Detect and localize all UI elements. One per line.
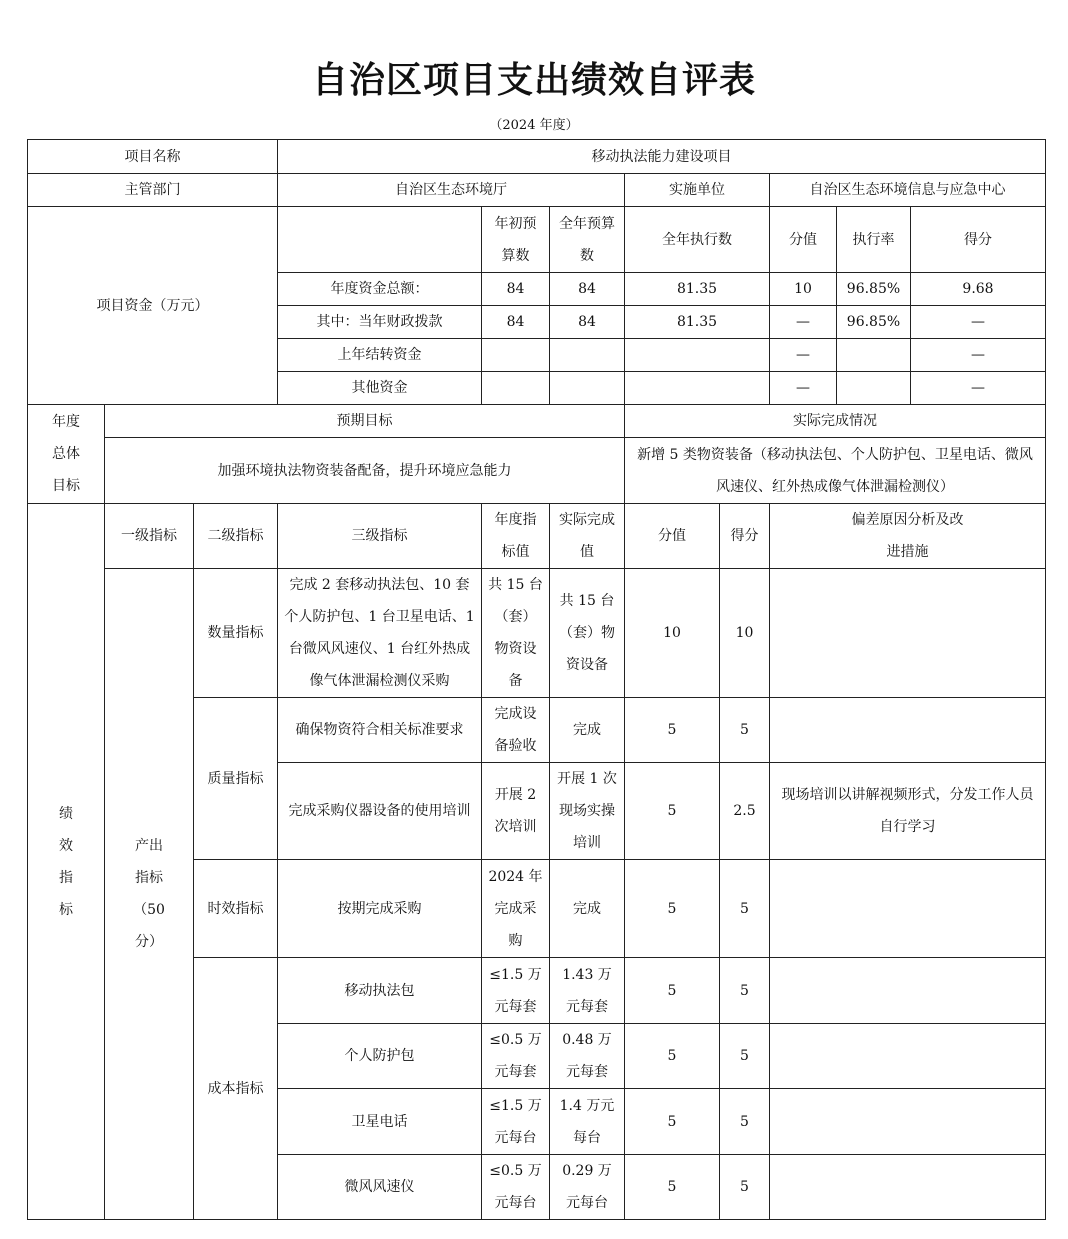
target-value: ≤0.5 万元每套 [482, 1024, 550, 1089]
funds-row-score-value: — [770, 306, 837, 339]
funds-row-name: 其他资金 [278, 372, 482, 405]
page-title: 自治区项目支出绩效自评表 [311, 59, 756, 101]
score-value: 10 [625, 569, 720, 698]
header-level1: 一级指标 [105, 504, 194, 569]
unit-label: 实施单位 [625, 174, 770, 207]
score: 2.5 [720, 763, 770, 860]
target-value: 完成设备验收 [482, 698, 550, 763]
funds-header-score: 得分 [911, 207, 1046, 273]
goals-content-row [28, 438, 1046, 504]
department-row [28, 174, 1046, 207]
header-level2: 二级指标 [194, 504, 278, 569]
self-evaluation-table [27, 139, 1046, 1220]
header-reason: 偏差原因分析及改进措施 [770, 504, 1046, 569]
goals-actual-text: 新增 5 类物资装备（移动执法包、个人防护包、卫星电话、微风风速仪、红外热成像气体泄漏检测仪） [625, 438, 1046, 504]
level3-text: 确保物资符合相关标准要求 [278, 698, 482, 763]
goals-expected-label: 预期目标 [105, 405, 625, 438]
goals-expected-text: 加强环境执法物资装备配备，提升环境应急能力 [105, 438, 625, 504]
target-value: 开展 2 次培训 [482, 763, 550, 860]
target-value: 共 15 台（套）物资设备 [482, 569, 550, 698]
target-value: ≤1.5 万元每台 [482, 1089, 550, 1155]
level3-text: 个人防护包 [278, 1024, 482, 1089]
level3-text: 移动执法包 [278, 958, 482, 1024]
funds-row-name: 年度资金总额： [278, 273, 482, 306]
indicator-header-row [28, 504, 1046, 569]
score: 5 [720, 1155, 770, 1220]
reason [770, 958, 1046, 1024]
funds-row-score-value: — [770, 372, 837, 405]
target-value: ≤1.5 万元每套 [482, 958, 550, 1024]
header-target: 年度指标值 [482, 504, 550, 569]
level3-text: 完成采购仪器设备的使用培训 [278, 763, 482, 860]
score: 5 [720, 958, 770, 1024]
actual-value: 共 15 台（套）物资设备 [550, 569, 625, 698]
level2-label: 数量指标 [194, 569, 278, 698]
funds-row-initial [482, 372, 550, 405]
funds-header-initial: 年初预算数 [482, 207, 550, 273]
funds-header-row [28, 207, 1046, 273]
funds-header-score-value: 分值 [770, 207, 837, 273]
funds-row-score: — [911, 306, 1046, 339]
reason [770, 698, 1046, 763]
funds-label: 项目资金（万元） [28, 207, 278, 405]
level3-text: 微风风速仪 [278, 1155, 482, 1220]
actual-value: 0.29 万元每台 [550, 1155, 625, 1220]
target-value: ≤0.5 万元每台 [482, 1155, 550, 1220]
score-value: 5 [625, 1155, 720, 1220]
funds-row-rate [837, 372, 911, 405]
year-subtitle: （2024 年度） [489, 118, 579, 133]
funds-row-initial: 84 [482, 273, 550, 306]
project-name-value: 移动执法能力建设项目 [278, 140, 1046, 174]
reason: 现场培训以讲解视频形式，分发工作人员自行学习 [770, 763, 1046, 860]
actual-value: 1.4 万元每台 [550, 1089, 625, 1155]
reason [770, 1089, 1046, 1155]
goals-header-row [28, 405, 1046, 438]
funds-row-score: — [911, 339, 1046, 372]
funds-row-rate: 96.85% [837, 273, 911, 306]
funds-row-name: 其中：当年财政拨款 [278, 306, 482, 339]
actual-value: 完成 [550, 698, 625, 763]
level1-label: 产出指标（50 分） [105, 569, 194, 1220]
score-value: 5 [625, 698, 720, 763]
score: 5 [720, 1024, 770, 1089]
header-level3: 三级指标 [278, 504, 482, 569]
dept-label: 主管部门 [28, 174, 278, 207]
funds-header-rate: 执行率 [837, 207, 911, 273]
funds-row-score: — [911, 372, 1046, 405]
funds-row-score: 9.68 [911, 273, 1046, 306]
score-value: 5 [625, 860, 720, 958]
target-value: 2024 年完成采购 [482, 860, 550, 958]
header-score: 得分 [720, 504, 770, 569]
funds-header-annual: 全年预算数 [550, 207, 625, 273]
funds-row-name: 上年结转资金 [278, 339, 482, 372]
actual-value: 开展 1 次现场实操培训 [550, 763, 625, 860]
funds-row-executed: 81.35 [625, 306, 770, 339]
score-value: 5 [625, 763, 720, 860]
score-value: 5 [625, 1024, 720, 1089]
reason [770, 1155, 1046, 1220]
level2-label: 时效指标 [194, 860, 278, 958]
reason [770, 569, 1046, 698]
score: 5 [720, 860, 770, 958]
funds-row-rate [837, 339, 911, 372]
score-value: 5 [625, 958, 720, 1024]
level3-text: 卫星电话 [278, 1089, 482, 1155]
project-name-row [28, 140, 1046, 174]
funds-header-executed: 全年执行数 [625, 207, 770, 273]
dept-value: 自治区生态环境厅 [278, 174, 625, 207]
funds-row-annual [550, 372, 625, 405]
level2-label: 成本指标 [194, 958, 278, 1220]
funds-header-blank [278, 207, 482, 273]
indicator-row [28, 569, 1046, 698]
funds-row-rate: 96.85% [837, 306, 911, 339]
funds-row-executed [625, 372, 770, 405]
funds-row-executed [625, 339, 770, 372]
unit-value: 自治区生态环境信息与应急中心 [770, 174, 1046, 207]
score: 5 [720, 698, 770, 763]
reason [770, 1024, 1046, 1089]
funds-row-executed: 81.35 [625, 273, 770, 306]
indicators-section-label: 绩效指标 [28, 504, 105, 1220]
actual-value: 1.43 万元每套 [550, 958, 625, 1024]
score: 5 [720, 1089, 770, 1155]
funds-row-initial [482, 339, 550, 372]
header-score-value: 分值 [625, 504, 720, 569]
funds-row-annual: 84 [550, 273, 625, 306]
level2-label: 质量指标 [194, 698, 278, 860]
project-name-label: 项目名称 [28, 140, 278, 174]
funds-row-initial: 84 [482, 306, 550, 339]
goals-label: 年度总体目标 [28, 405, 105, 504]
funds-row-annual [550, 339, 625, 372]
funds-row-score-value: — [770, 339, 837, 372]
score: 10 [720, 569, 770, 698]
score-value: 5 [625, 1089, 720, 1155]
funds-row-score-value: 10 [770, 273, 837, 306]
actual-value: 完成 [550, 860, 625, 958]
goals-actual-label: 实际完成情况 [625, 405, 1046, 438]
header-actual: 实际完成值 [550, 504, 625, 569]
level3-text: 完成 2 套移动执法包、10 套个人防护包、1 台卫星电话、1 台微风风速仪、1 台红外热成像气体泄漏检测仪采购 [278, 569, 482, 698]
reason [770, 860, 1046, 958]
actual-value: 0.48 万元每套 [550, 1024, 625, 1089]
funds-row-annual: 84 [550, 306, 625, 339]
level3-text: 按期完成采购 [278, 860, 482, 958]
